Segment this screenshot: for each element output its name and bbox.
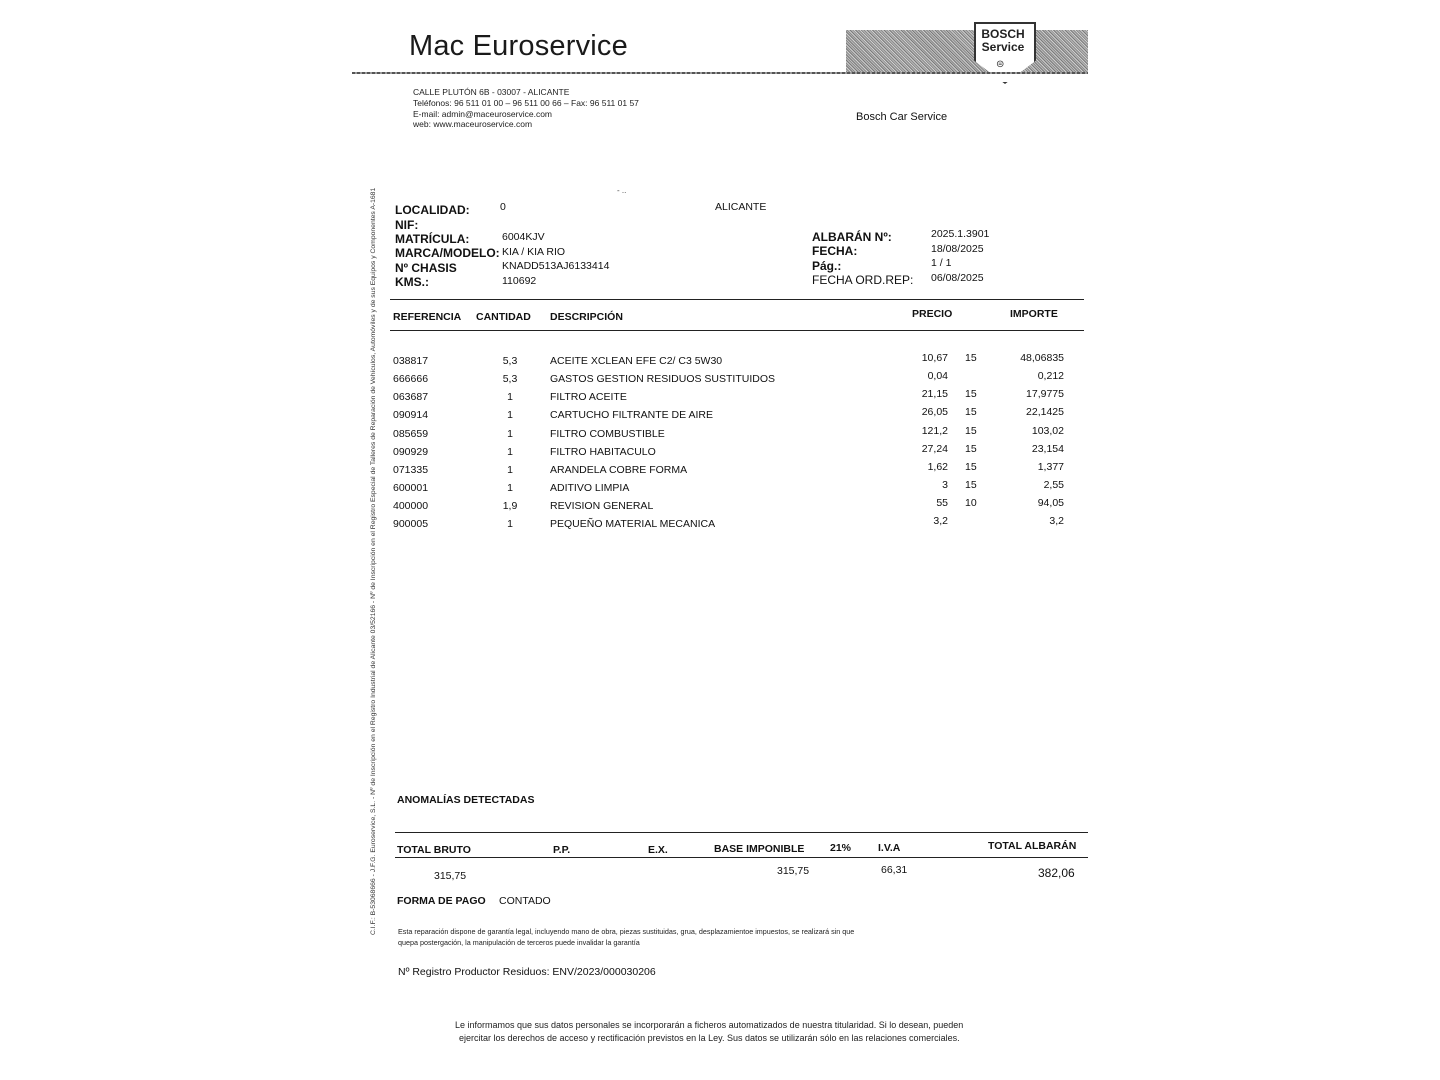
row-dto: 15 bbox=[965, 425, 977, 437]
total-albaran-label: TOTAL ALBARÁN bbox=[988, 840, 1077, 852]
pag-label: Pág.: bbox=[812, 259, 842, 273]
row-amount: 1,377 bbox=[1037, 461, 1064, 473]
col-referencia: REFERENCIA bbox=[393, 311, 462, 323]
row-amount: 3,2 bbox=[1049, 515, 1064, 527]
row-ref: 666666 bbox=[393, 373, 429, 385]
row-desc: FILTRO HABITACULO bbox=[550, 446, 656, 458]
row-desc: REVISION GENERAL bbox=[550, 500, 654, 512]
row-desc: FILTRO ACEITE bbox=[550, 391, 627, 403]
logo-text-bottom: Service bbox=[981, 40, 1025, 54]
row-dto: 10 bbox=[965, 497, 977, 509]
row-qty: 1 bbox=[507, 482, 513, 494]
fecha-ord-value: 06/08/2025 bbox=[931, 272, 984, 284]
scan-mark: - .. bbox=[617, 186, 627, 195]
network-name: Bosch Car Service bbox=[856, 111, 948, 123]
company-email: E-mail: admin@maceuroservice.com bbox=[413, 109, 553, 119]
fecha-label: FECHA: bbox=[812, 244, 858, 258]
row-desc: ARANDELA COBRE FORMA bbox=[550, 464, 688, 476]
warranty-text-line1: Esta reparación dispone de garantía legal, incluyendo mano de obra, piezas sustituidas, grua, desplazamientoe impuestos, se realizará sin que bbox=[398, 927, 855, 936]
warranty-text-line2: quepa postergación, la manipulación de terceros puede invalidar la garantía bbox=[398, 938, 640, 947]
row-ref: 600001 bbox=[393, 482, 429, 494]
fecha-ord-label: FECHA ORD.REP: bbox=[812, 273, 914, 287]
table-header-rule bbox=[390, 330, 1084, 331]
logo-text-top: BOSCH bbox=[981, 27, 1025, 41]
side-legal-text: C.I.F.: B-53068666 - J.F.G. Euroservice, S.L. - Nº de Inscripción en el Registro Industrial de Alicante 03/52166 - Nº de Inscripción en el Registro Especial de Talleres de Reparación de Vehículos, Automóviles y de sus Equipos y Componentes A-1681 bbox=[370, 187, 377, 935]
row-qty: 1 bbox=[507, 446, 513, 458]
row-desc: GASTOS GESTION RESIDUOS SUSTITUIDOS bbox=[550, 373, 776, 385]
row-desc: ADITIVO LIMPIA bbox=[550, 482, 630, 494]
company-address: CALLE PLUTÓN 6B - 03007 - ALICANTE bbox=[413, 87, 570, 97]
row-qty: 1 bbox=[507, 428, 513, 440]
base-imponible-value: 315,75 bbox=[777, 865, 810, 877]
row-price: 26,05 bbox=[921, 406, 948, 418]
forma-pago-value: CONTADO bbox=[499, 895, 551, 907]
row-amount: 103,02 bbox=[1031, 425, 1064, 437]
row-amount: 17,9775 bbox=[1026, 388, 1064, 400]
row-qty: 1,9 bbox=[502, 500, 518, 512]
marca-value: KIA / KIA RIO bbox=[502, 246, 566, 258]
row-dto: 15 bbox=[965, 352, 977, 364]
row-qty: 5,3 bbox=[502, 373, 518, 385]
pag-value: 1 / 1 bbox=[931, 257, 952, 269]
totals-top-rule bbox=[395, 832, 1088, 833]
bosch-armature-icon: ⊜ bbox=[996, 59, 1005, 70]
row-qty: 1 bbox=[507, 518, 513, 530]
row-ref: 085659 bbox=[393, 428, 429, 440]
row-price: 55 bbox=[936, 497, 948, 509]
chasis-value: KNADD513AJ6133414 bbox=[502, 260, 610, 272]
row-dto: 15 bbox=[965, 406, 977, 418]
row-price: 27,24 bbox=[921, 443, 948, 455]
localidad-label: LOCALIDAD: bbox=[395, 203, 470, 217]
chasis-label: Nº CHASIS bbox=[395, 261, 457, 275]
pp-label: P.P. bbox=[553, 844, 571, 856]
totals-header-rule bbox=[395, 857, 1088, 858]
row-desc: CARTUCHO FILTRANTE DE AIRE bbox=[550, 409, 713, 421]
row-amount: 94,05 bbox=[1037, 497, 1064, 509]
fecha-value: 18/08/2025 bbox=[931, 243, 984, 255]
row-price: 10,67 bbox=[921, 352, 948, 364]
row-qty: 1 bbox=[507, 391, 513, 403]
row-ref: 090929 bbox=[393, 446, 429, 458]
header-rule bbox=[352, 72, 1088, 74]
iva-percent: 21% bbox=[830, 842, 852, 854]
col-descripcion: DESCRIPCIÓN bbox=[550, 311, 623, 323]
row-price: 1,62 bbox=[927, 461, 948, 473]
row-qty: 5,3 bbox=[502, 355, 518, 367]
registro-residuos: Nº Registro Productor Residuos: ENV/2023/000030206 bbox=[398, 966, 656, 978]
table-top-rule bbox=[390, 299, 1084, 300]
iva-label: I.V.A bbox=[878, 842, 901, 854]
localidad-code: 0 bbox=[500, 201, 506, 213]
row-dto: 15 bbox=[965, 388, 977, 400]
row-desc: ACEITE XCLEAN EFE C2/ C3 5W30 bbox=[550, 355, 723, 367]
total-albaran-value: 382,06 bbox=[1038, 866, 1075, 880]
company-name: Mac Euroservice bbox=[409, 30, 628, 62]
row-price: 3 bbox=[942, 479, 948, 491]
row-amount: 0,212 bbox=[1037, 370, 1064, 382]
row-ref: 090914 bbox=[393, 409, 429, 421]
albaran-value: 2025.1.3901 bbox=[931, 228, 990, 240]
localidad-city: ALICANTE bbox=[715, 201, 767, 213]
col-cantidad: CANTIDAD bbox=[476, 311, 531, 323]
col-importe: IMPORTE bbox=[1010, 308, 1058, 320]
row-ref: 038817 bbox=[393, 355, 429, 367]
row-amount: 48,06835 bbox=[1020, 352, 1064, 364]
kms-label: KMS.: bbox=[395, 275, 429, 289]
row-desc: FILTRO COMBUSTIBLE bbox=[550, 428, 665, 440]
row-qty: 1 bbox=[507, 464, 513, 476]
row-desc: PEQUEÑO MATERIAL MECANICA bbox=[550, 518, 716, 530]
row-ref: 063687 bbox=[393, 391, 429, 403]
total-bruto-value: 315,75 bbox=[434, 870, 467, 882]
row-price: 0,04 bbox=[927, 370, 948, 382]
row-dto: 15 bbox=[965, 443, 977, 455]
row-amount: 23,154 bbox=[1031, 443, 1064, 455]
row-dto: 15 bbox=[965, 479, 977, 491]
col-precio: PRECIO bbox=[912, 308, 953, 320]
row-amount: 22,1425 bbox=[1026, 406, 1064, 418]
row-dto: 15 bbox=[965, 461, 977, 473]
total-bruto-label: TOTAL BRUTO bbox=[397, 844, 471, 856]
row-qty: 1 bbox=[507, 409, 513, 421]
forma-pago-label: FORMA DE PAGO bbox=[397, 895, 486, 907]
privacy-footer-line2: ejercitar los derechos de acceso y rectificación previstos en la Ley. Sus datos se utilizarán sólo en las relaciones comerciales. bbox=[459, 1033, 960, 1043]
row-price: 3,2 bbox=[933, 515, 948, 527]
row-price: 21,15 bbox=[921, 388, 948, 400]
matricula-label: MATRÍCULA: bbox=[395, 232, 470, 246]
privacy-footer-line1: Le informamos que sus datos personales se incorporarán a ficheros automatizados de nuestra titularidad. Si lo desean, pueden bbox=[455, 1020, 964, 1030]
nif-label: NIF: bbox=[395, 218, 419, 232]
row-ref: 400000 bbox=[393, 500, 429, 512]
company-web: web: www.maceuroservice.com bbox=[413, 119, 533, 129]
row-price: 121,2 bbox=[921, 425, 948, 437]
row-ref: 900005 bbox=[393, 518, 429, 530]
matricula-value: 6004KJV bbox=[502, 231, 545, 243]
kms-value: 110692 bbox=[502, 275, 537, 287]
logo-text bbox=[976, 28, 1030, 54]
logo-band bbox=[846, 27, 1088, 72]
company-phones: Teléfonos: 96 511 01 00 – 96 511 00 66 – Fax: 96 511 01 57 bbox=[413, 98, 639, 108]
row-ref: 071335 bbox=[393, 464, 429, 476]
base-imponible-label: BASE IMPONIBLE bbox=[714, 843, 805, 855]
marca-label: MARCA/MODELO: bbox=[395, 246, 500, 260]
iva-value: 66,31 bbox=[881, 864, 908, 876]
row-amount: 2,55 bbox=[1043, 479, 1064, 491]
albaran-label: ALBARÁN Nº: bbox=[812, 230, 892, 244]
ex-label: E.X. bbox=[648, 844, 668, 856]
anomalias-heading: ANOMALÍAS DETECTADAS bbox=[397, 794, 535, 806]
